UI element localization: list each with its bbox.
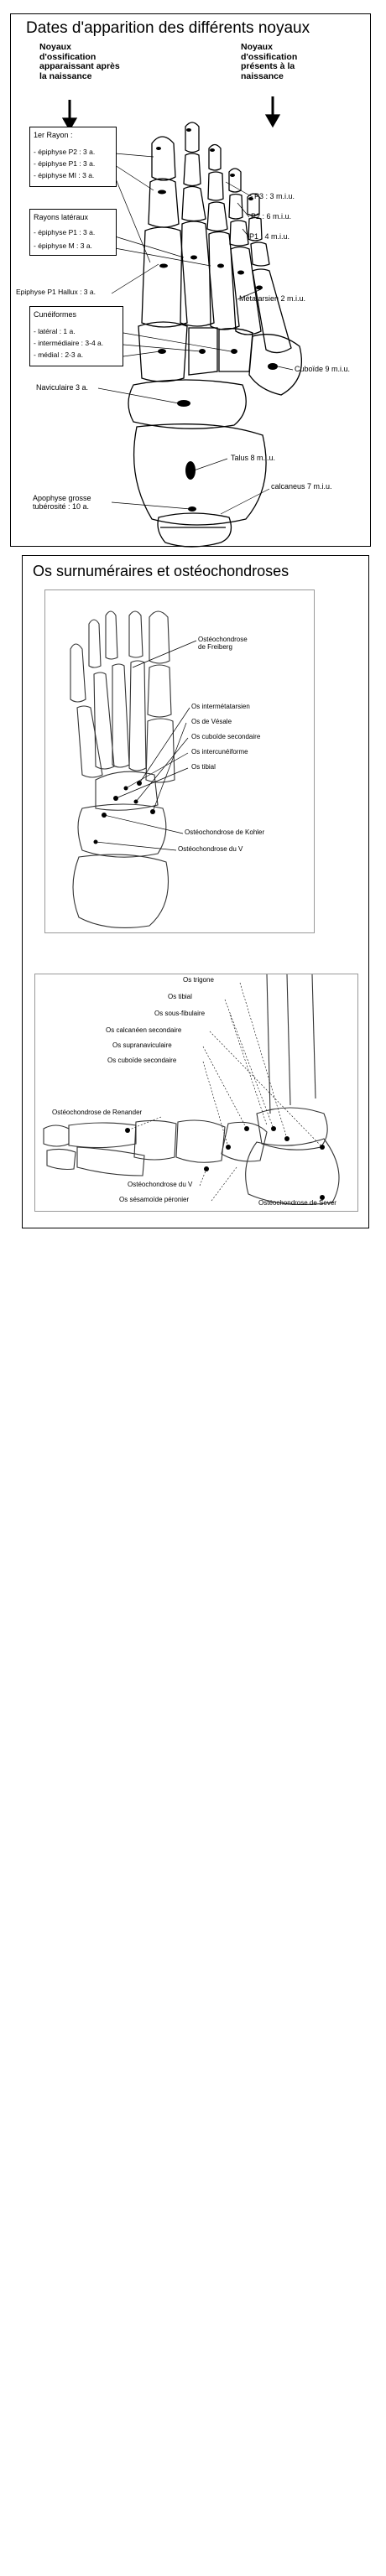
cuboid-label: Cuboïde 9 m.i.u. xyxy=(295,365,351,373)
supranavicular-label: Os supranaviculaire xyxy=(112,1041,172,1049)
prenatal-heading-line: Noyaux xyxy=(241,42,273,52)
postnatal-heading-line: Noyaux xyxy=(39,42,71,52)
fifth-metatarsal-osteochondrosis-label: Ostéochondrose du V xyxy=(178,845,243,853)
apophysis-line: Apophyse grosse xyxy=(33,494,91,502)
freiberg-label xyxy=(198,636,248,651)
first-ray-item: - épiphyse P1 : 3 a. xyxy=(34,159,96,168)
intercuneiform-label: Os intercunéiforme xyxy=(191,748,248,756)
apophysis-label xyxy=(33,494,91,512)
p2-label: P2 : 6 m.i.u. xyxy=(251,212,292,221)
ossification-title: Dates d'apparition des différents noyaux xyxy=(26,19,310,37)
prenatal-heading-line: naissance xyxy=(241,70,284,81)
renander-label: Ostéochondrose de Renander xyxy=(52,1109,143,1116)
dorsal-view-figure xyxy=(44,589,315,933)
intermetatarsal-label: Os intermétatarsien xyxy=(191,703,250,710)
lateral-rays-item: - épiphyse P1 : 3 a. xyxy=(34,228,96,236)
navicular-label: Naviculaire 3 a. xyxy=(36,383,89,392)
postnatal-nuclei-heading xyxy=(39,43,120,81)
foot-dorsal-drawing xyxy=(45,590,316,934)
prenatal-nuclei-heading xyxy=(241,43,297,81)
p1-label: P1 : 4 m.i.u. xyxy=(249,232,290,241)
sever-label: Ostéochondrose de Sever xyxy=(258,1199,336,1207)
prenatal-heading-line: présents à la xyxy=(241,61,295,72)
cuneiforms-title: Cunéiformes xyxy=(34,310,77,319)
cuneiform-item: - latéral : 1 a. xyxy=(34,327,76,335)
lateral-rays-item: - épiphyse M : 3 a. xyxy=(34,242,92,250)
metatarsal-label: Métatarsien 2 m.i.u. xyxy=(239,294,306,303)
kohler-label: Ostéochondrose de Kohler xyxy=(185,828,265,836)
ossification-panel xyxy=(10,13,371,547)
first-ray-box xyxy=(29,127,117,187)
lateral-view-figure xyxy=(34,974,358,1212)
accessory-bones-title: Os surnuméraires et ostéochondroses xyxy=(33,563,290,579)
lateral-rays-title: Rayons latéraux xyxy=(34,213,89,221)
lateral-tibial-label: Os tibial xyxy=(168,993,192,1000)
peroneal-sesamoid-label: Os sésamoïde péronier xyxy=(119,1196,190,1203)
first-ray-item: - épiphyse MI : 3 a. xyxy=(34,171,95,179)
vesale-label: Os de Vésale xyxy=(191,718,232,725)
subfibular-label: Os sous-fibulaire xyxy=(154,1010,206,1017)
lateral-rays-box xyxy=(29,209,117,256)
apophysis-line: tubérosité : 10 a. xyxy=(33,502,90,512)
hallux-epiphysis-label: Epiphyse P1 Hallux : 3 a. xyxy=(16,288,96,296)
cuneiform-item: - intermédiaire : 3-4 a. xyxy=(34,339,104,347)
postnatal-heading-line: la naissance xyxy=(39,70,92,81)
trigone-label: Os trigone xyxy=(183,976,214,984)
secondary-calcaneus-label: Os calcanéen secondaire xyxy=(106,1026,182,1034)
cuneiform-item: - médial : 2-3 a. xyxy=(34,351,84,359)
first-ray-item: - épiphyse P2 : 3 a. xyxy=(34,148,96,156)
accessory-bones-panel xyxy=(22,555,369,1228)
lateral-fifth-osteochondrosis-label: Ostéochondrose du V xyxy=(128,1181,193,1188)
freiberg-line: Ostéochondrose xyxy=(198,636,248,643)
prenatal-heading-line: d'ossification xyxy=(241,51,298,62)
first-ray-title: 1er Rayon : xyxy=(34,131,73,139)
cuneiforms-box xyxy=(29,306,123,366)
foot-skeleton-dorsal-drawing xyxy=(11,14,372,548)
tibial-label: Os tibial xyxy=(191,763,216,771)
secondary-cuboid-label: Os cuboïde secondaire xyxy=(191,733,261,740)
lateral-secondary-cuboid-label: Os cuboïde secondaire xyxy=(107,1057,177,1064)
talus-label: Talus 8 m.i.u. xyxy=(231,454,276,462)
calcaneus-label: calcaneus 7 m.i.u. xyxy=(271,482,332,491)
freiberg-line: de Freiberg xyxy=(198,643,232,652)
p3-label: P3 : 3 m.i.u. xyxy=(254,192,295,200)
postnatal-heading-line: d'ossification xyxy=(39,51,96,62)
postnatal-heading-line: apparaissant après xyxy=(39,61,120,72)
